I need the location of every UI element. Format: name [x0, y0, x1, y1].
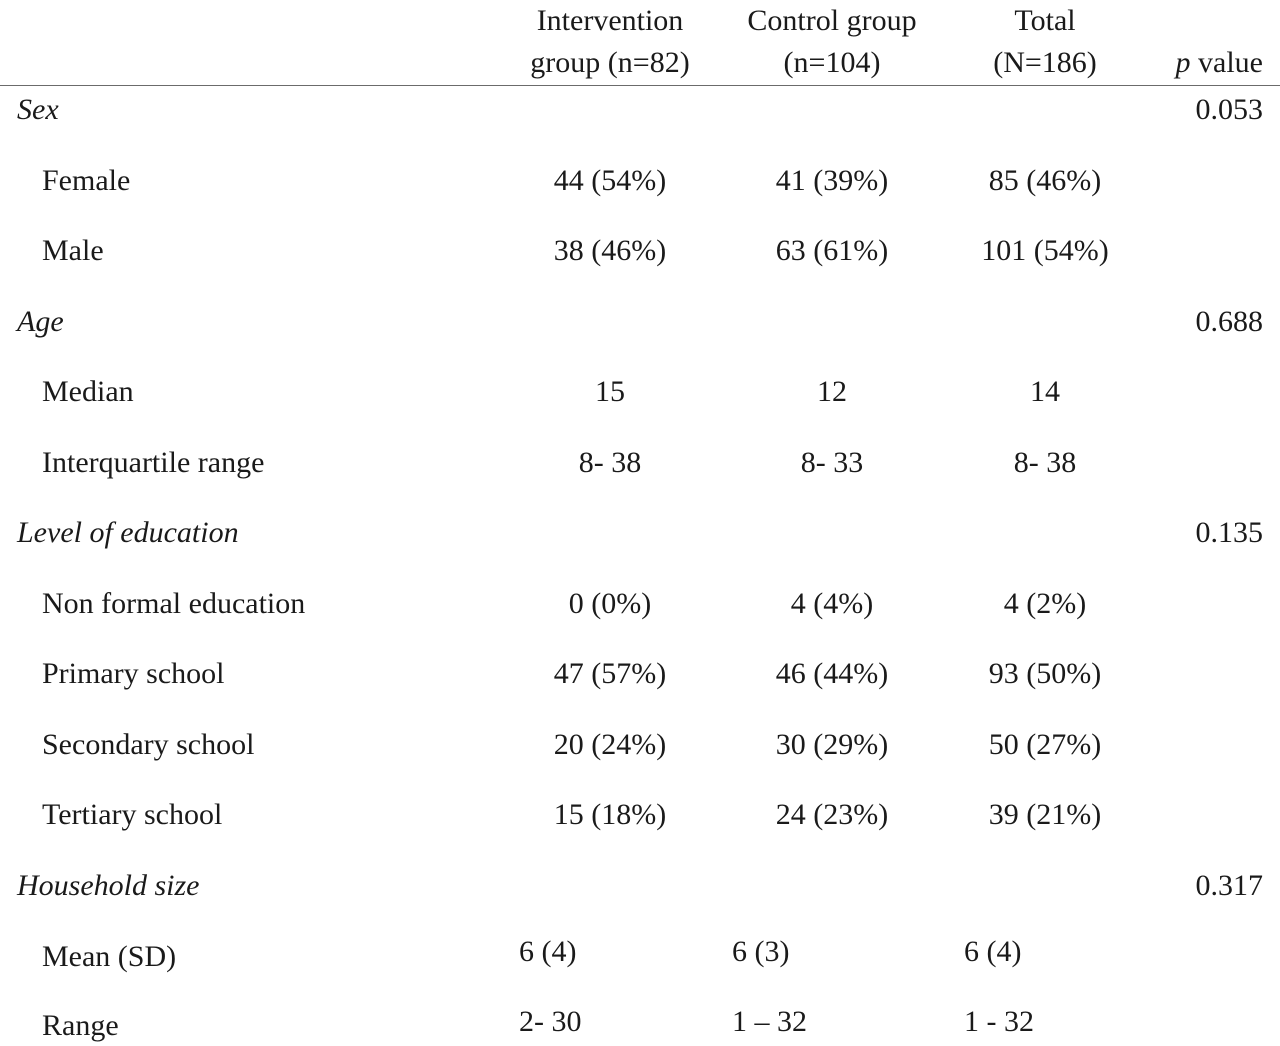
header-control-line1: Control group [747, 4, 917, 37]
header-p-value-text [1176, 42, 1263, 84]
p-italic: p [1175, 46, 1191, 79]
table-row [0, 231, 1280, 271]
p-value: 0.135 [1195, 516, 1263, 549]
row-label: Tertiary school [42, 798, 223, 831]
section-label: Level of education [17, 516, 239, 549]
header-total-line1: Total [1014, 4, 1076, 37]
header-total [965, 0, 1125, 84]
table-row [0, 937, 1280, 977]
p-value: 0.053 [1195, 93, 1263, 126]
row-label: Non formal education [42, 587, 306, 620]
control-value: 63 (61%) [775, 234, 889, 267]
section-row-age [0, 302, 1280, 342]
section-label: Sex [17, 93, 59, 126]
section-label: Age [17, 305, 64, 338]
total-value: 101 (54%) [981, 234, 1109, 267]
intervention-value: 44 (54%) [553, 164, 667, 197]
header-divider [0, 85, 1280, 86]
header-p-value-spacer [1176, 0, 1263, 42]
control-value: 1 – 32 [732, 1005, 807, 1038]
section-row-sex [0, 90, 1280, 130]
intervention-value: 15 [595, 375, 625, 408]
table-row [0, 443, 1280, 483]
row-label: Interquartile range [42, 446, 265, 479]
row-label: Secondary school [42, 728, 255, 761]
intervention-value: 0 (0%) [568, 587, 652, 620]
row-label: Male [42, 234, 104, 267]
p-value-word: value [1190, 46, 1263, 79]
control-value: 46 (44%) [775, 657, 889, 690]
header-control-group [722, 0, 942, 84]
total-value: 6 (4) [964, 935, 1022, 968]
intervention-value: 15 (18%) [553, 798, 667, 831]
table-row [0, 725, 1280, 765]
p-value: 0.688 [1195, 305, 1263, 338]
total-value: 93 (50%) [988, 657, 1102, 690]
section-row-household [0, 866, 1280, 906]
table-row [0, 795, 1280, 835]
header-intervention-line2: group (n=82) [530, 46, 690, 79]
control-value: 6 (3) [732, 935, 790, 968]
control-value: 30 (29%) [775, 728, 889, 761]
total-value: 8- 38 [1013, 446, 1077, 479]
control-value: 8- 33 [800, 446, 864, 479]
row-label: Range [42, 1009, 119, 1042]
row-label: Female [42, 164, 131, 197]
header-intervention-line1: Intervention [536, 4, 684, 37]
table-row [0, 584, 1280, 624]
row-label: Mean (SD) [42, 940, 177, 973]
control-value: 41 (39%) [775, 164, 889, 197]
intervention-value: 2- 30 [519, 1005, 582, 1038]
control-value: 12 [817, 375, 847, 408]
total-value: 50 (27%) [988, 728, 1102, 761]
table-row [0, 654, 1280, 694]
control-value: 4 (4%) [790, 587, 874, 620]
intervention-value: 6 (4) [519, 935, 577, 968]
total-value: 1 - 32 [964, 1005, 1034, 1038]
intervention-value: 8- 38 [578, 446, 642, 479]
total-value: 4 (2%) [1003, 587, 1087, 620]
control-value: 24 (23%) [775, 798, 889, 831]
table-row [0, 1006, 1280, 1046]
header-total-line2: (N=186) [993, 46, 1097, 79]
header-control-line2: (n=104) [783, 46, 881, 79]
total-value: 39 (21%) [988, 798, 1102, 831]
total-value: 14 [1030, 375, 1060, 408]
row-label: Primary school [42, 657, 225, 690]
intervention-value: 47 (57%) [553, 657, 667, 690]
intervention-value: 20 (24%) [553, 728, 667, 761]
total-value: 85 (46%) [988, 164, 1102, 197]
header-p-value [1176, 0, 1263, 84]
header-intervention-group [510, 0, 710, 84]
section-label: Household size [17, 869, 200, 902]
table-row [0, 161, 1280, 201]
p-value: 0.317 [1195, 869, 1263, 902]
section-row-education [0, 513, 1280, 553]
table-row [0, 372, 1280, 412]
intervention-value: 38 (46%) [553, 234, 667, 267]
row-label: Median [42, 375, 134, 408]
